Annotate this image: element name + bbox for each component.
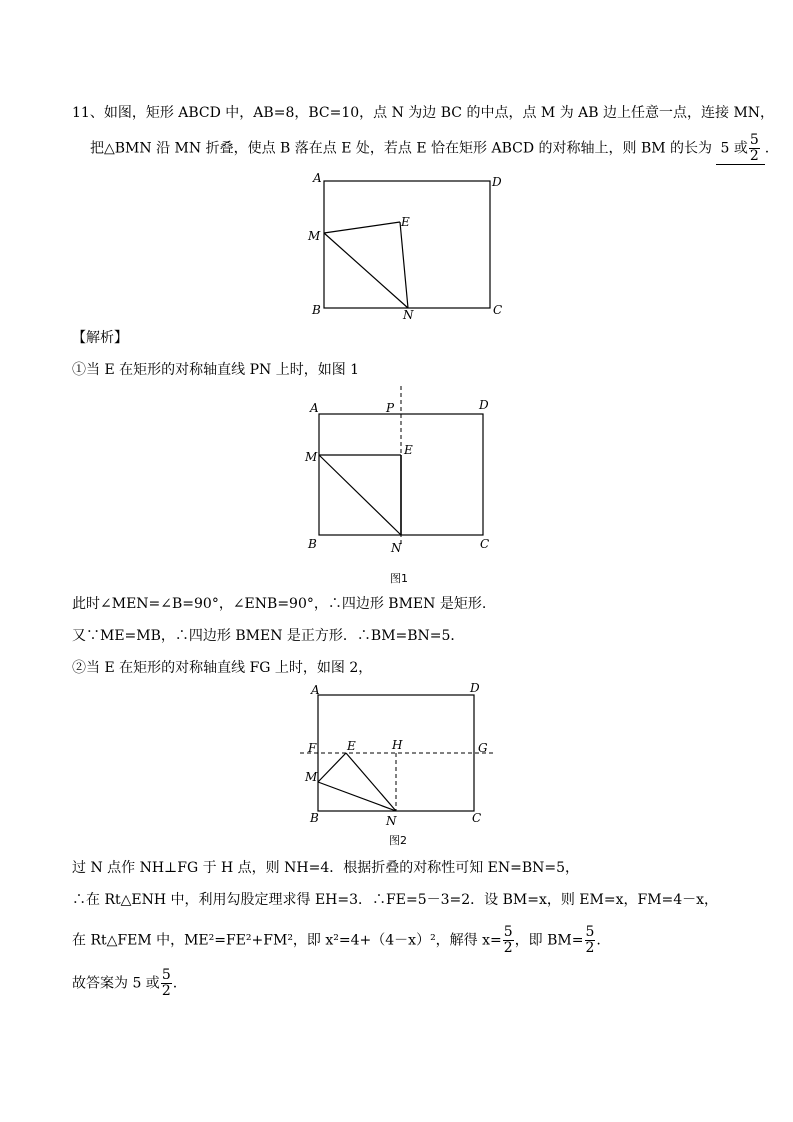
label-g-fig2: G [478, 741, 488, 755]
label-n-fig2: N [386, 814, 397, 828]
problem-line-2-end: . [764, 140, 770, 157]
label-n: N [403, 308, 414, 322]
solution-fraction-x [503, 925, 514, 956]
label-h-fig2: H [392, 738, 403, 752]
label-a: A [313, 171, 322, 185]
segment-mn [324, 233, 408, 308]
figure-1-svg [300, 386, 500, 586]
rectangle-abcd [324, 181, 490, 308]
answer-fraction [749, 133, 760, 164]
label-b-fig1: B [308, 537, 317, 551]
figure-main [300, 168, 520, 320]
label-m-fig1: M [305, 450, 318, 464]
final-answer-end: . [172, 975, 178, 992]
final-answer-text: 故答案为 5 或 [72, 975, 160, 992]
label-e-fig1: E [404, 443, 413, 457]
label-b: B [312, 303, 321, 317]
final-answer-line [72, 968, 177, 999]
fraction-numerator: 5 [503, 924, 513, 940]
caption-fig1: 图1 [390, 572, 408, 585]
answer-blank [716, 133, 764, 165]
fraction-numerator: 5 [161, 967, 171, 983]
label-e-fig2: E [347, 739, 356, 753]
label-m-fig2: M [305, 770, 318, 784]
label-d-fig2: D [470, 681, 480, 695]
caption-fig2: 图2 [389, 834, 407, 847]
label-b-fig2: B [310, 811, 319, 825]
problem-line-2-text: 把△BMN 沿 MN 折叠，使点 B 落在点 E 处，若点 E 恰在矩形 ABCD 的对称轴上，则 BM 的长为 [90, 140, 713, 157]
solution-fraction-bm [585, 925, 596, 956]
label-p-fig1: P [386, 401, 395, 415]
analysis-heading: 【解析】 [72, 330, 128, 346]
case2-line-2: ∴在 Rt△ENH 中，利用勾股定理求得 EH=3．∴FE=5－3=2．设 BM=x，则 EM=x，FM=4－x， [72, 892, 719, 908]
case2-text: ②当 E 在矩形的对称轴直线 FG 上时，如图 2， [72, 660, 373, 676]
fraction-numerator: 5 [749, 132, 759, 148]
fraction-denominator: 2 [503, 940, 513, 956]
segment-me-fig2 [318, 753, 346, 782]
segment-mn-fig1 [319, 455, 401, 535]
fraction-denominator: 2 [749, 148, 759, 164]
label-e: E [401, 215, 410, 229]
label-c-fig2: C [472, 811, 482, 825]
case1-line-1: 此时∠MEN=∠B=90°，∠ENB=90°，∴四边形 BMEN 是矩形. [72, 596, 487, 612]
figure-main-svg [300, 168, 520, 320]
label-d-fig1: D [479, 398, 489, 412]
answer-text: 5 或 [720, 140, 748, 157]
case1-text: ①当 E 在矩形的对称轴直线 PN 上时，如图 1 [72, 362, 360, 378]
figure-1 [300, 386, 500, 586]
case2-line-3 [72, 925, 601, 956]
label-a-fig2: A [311, 683, 320, 697]
problem-line-1: 11、如图，矩形 ABCD 中，AB=8，BC=10，点 N 为边 BC 的中点，点 M 为 AB 边上任意一点，连接 MN， [72, 105, 775, 121]
figure-2 [300, 682, 500, 852]
segment-me [324, 222, 400, 233]
case2-line-3-text: 在 Rt△FEM 中，ME²=FE²+FM²，即 x²=4+（4－x）²，解得 x= [72, 932, 502, 949]
fraction-numerator: 5 [585, 924, 595, 940]
fraction-denominator: 2 [161, 983, 171, 999]
problem-line-2 [90, 133, 769, 165]
figure-2-svg [300, 682, 500, 852]
label-m: M [308, 229, 321, 243]
segment-en [400, 222, 408, 308]
case2-line-1: 过 N 点作 NH⊥FG 于 H 点，则 NH=4．根据折叠的对称性可知 EN=BN=5， [72, 860, 580, 876]
final-answer-fraction [161, 968, 172, 999]
label-c-fig1: C [480, 537, 490, 551]
case2-line-3-end: . [596, 932, 601, 949]
label-c: C [493, 303, 503, 317]
label-d: D [492, 175, 502, 189]
segment-mn-fig2 [318, 782, 396, 811]
label-a-fig1: A [310, 401, 319, 415]
fraction-denominator: 2 [585, 940, 595, 956]
case1-line-2: 又∵ME=MB，∴四边形 BMEN 是正方形．∴BM=BN=5． [72, 628, 465, 644]
case2-line-3-mid: ，即 BM= [514, 932, 584, 949]
label-f-fig2: F [308, 741, 317, 755]
label-n-fig1: N [391, 541, 402, 555]
